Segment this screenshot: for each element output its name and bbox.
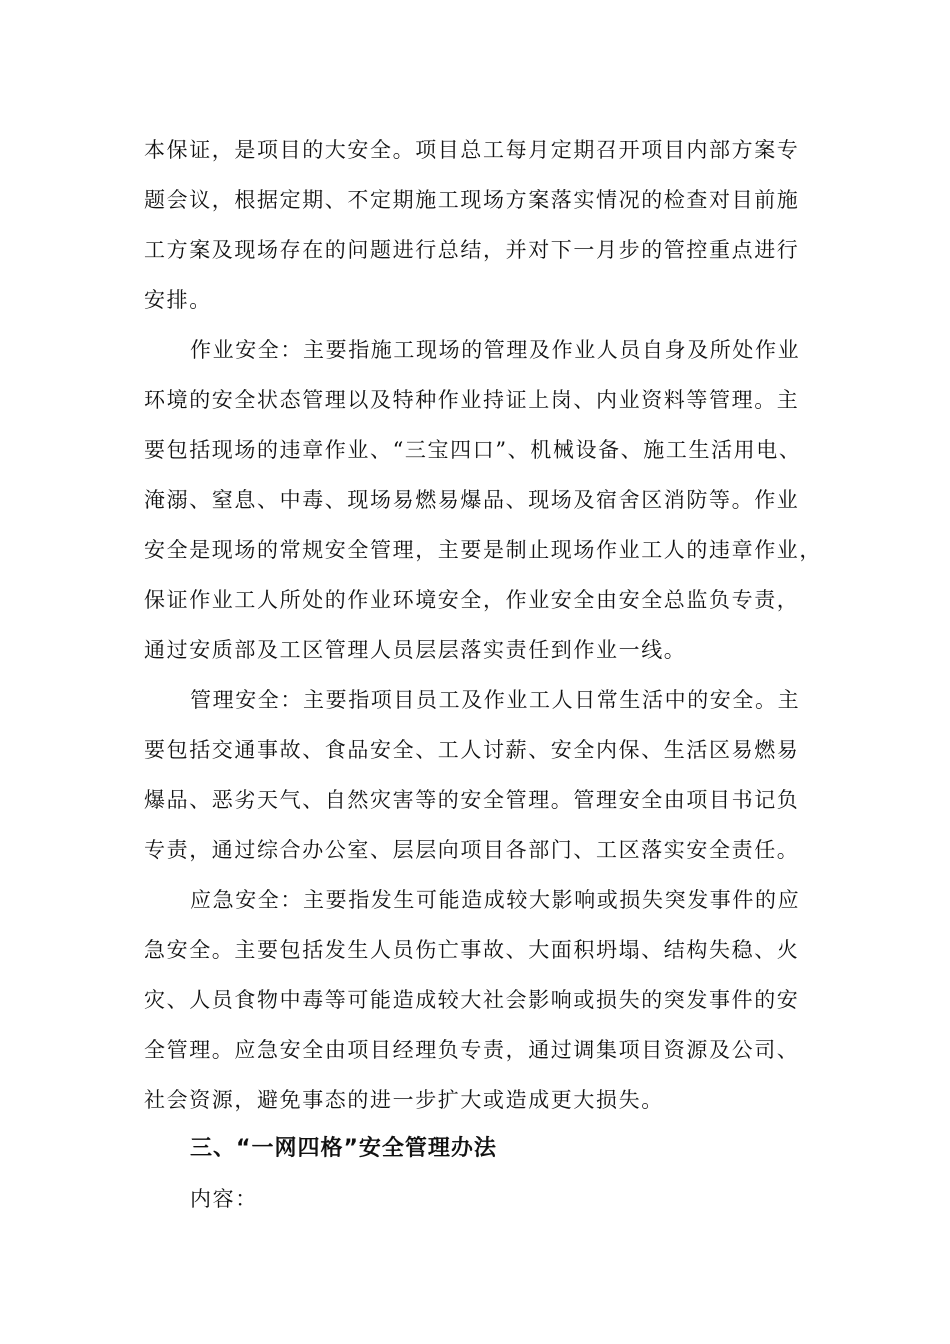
paragraph-line: 本保证，是项目的大安全。项目总工每月定期召开项目内部方案专 bbox=[144, 138, 800, 162]
paragraph-line: 爆品、恶劣天气、自然灾害等的安全管理。管理安全由项目书记负 bbox=[144, 788, 800, 812]
paragraph-line: 要包括现场的违章作业、“三宝四口”、机械设备、施工生活用电、 bbox=[144, 438, 802, 462]
paragraph-line: 急安全。主要包括发生人员伤亡事故、大面积坍塌、结构失稳、火 bbox=[144, 938, 800, 962]
paragraph-line: 应急安全：主要指发生可能造成较大影响或损失突发事件的应 bbox=[190, 888, 801, 912]
paragraph-line: 工方案及现场存在的问题进行总结，并对下一月步的管控重点进行 bbox=[144, 238, 800, 262]
section-heading: 三、“一网四格”安全管理办法 bbox=[190, 1136, 497, 1161]
paragraph-line: 环境的安全状态管理以及特种作业持证上岗、内业资料等管理。主 bbox=[144, 388, 800, 412]
paragraph-line: 安排。 bbox=[144, 288, 212, 312]
paragraph-line: 作业安全：主要指施工现场的管理及作业人员自身及所处作业 bbox=[190, 338, 801, 362]
paragraph-line: 全管理。应急安全由项目经理负专责，通过调集项目资源及公司、 bbox=[144, 1038, 800, 1062]
paragraph-line: 管理安全：主要指项目员工及作业工人日常生活中的安全。主 bbox=[190, 688, 801, 712]
paragraph-line: 专责，通过综合办公室、层层向项目各部门、工区落实安全责任。 bbox=[144, 838, 800, 862]
content-label: 内容： bbox=[190, 1187, 258, 1211]
paragraph-line: 灾、人员食物中毒等可能造成较大社会影响或损失的突发事件的安 bbox=[144, 988, 800, 1012]
paragraph-line: 通过安质部及工区管理人员层层落实责任到作业一线。 bbox=[144, 638, 687, 662]
paragraph-line: 保证作业工人所处的作业环境安全，作业安全由安全总监负专责， bbox=[144, 588, 800, 612]
paragraph-line: 淹溺、窒息、中毒、现场易燃易爆品、现场及宿舍区消防等。作业 bbox=[144, 488, 800, 512]
paragraph-line: 社会资源，避免事态的进一步扩大或造成更大损失。 bbox=[144, 1088, 664, 1112]
paragraph-line: 要包括交通事故、食品安全、工人讨薪、安全内保、生活区易燃易 bbox=[144, 738, 800, 762]
paragraph-line: 题会议，根据定期、不定期施工现场方案落实情况的检查对目前施 bbox=[144, 188, 800, 212]
paragraph-line: 安全是现场的常规安全管理，主要是制止现场作业工人的违章作业， bbox=[144, 538, 822, 562]
